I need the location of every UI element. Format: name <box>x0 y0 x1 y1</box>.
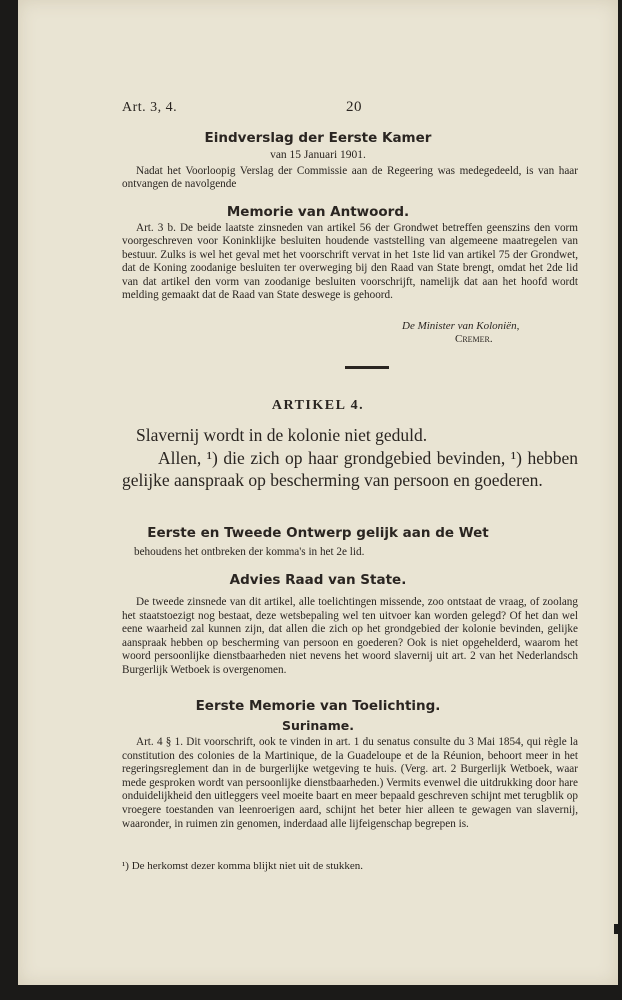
section-title-ontwerp: Eerste en Tweede Ontwerp gelijk aan de Wet <box>147 525 489 541</box>
article-text-rest: Allen, ¹) die zich op haar grondgebied bevinden, ¹) hebben gelijke aanspraak op bescherming van persoon en goederen. <box>122 448 578 490</box>
eerste-memorie-body: Art. 4 § 1. Dit voorschrift, ook te vinden in art. 1 du senatus consulte du 3 Mai 1854, qui règle la constitution des colonies de la Martinique, de la Guadeloupe et de la Réunion, behoort meer in het regeringsreglement dan in de burgerlijke wetgeving te huis. (Verg. art. 2 Burgerlijk Wetboek, waar mede gesproken wordt van persoonlijke dienstbaarheden.) Vermits evenwel die uitdrukking door hare onduidelijkheid den uitleggers veel moeite baart en meer bepaald geschreven schijnt met terugblik op vroegere toestanden van leenroerigen aard, schijnt het beter hier alleen te gewagen van slavernij, waaronder, in ruimen zin genomen, inderdaad alle lijfeigenschap begrepen is. <box>122 736 578 830</box>
scan-edge-mark <box>614 924 618 934</box>
page-number: 20 <box>346 99 362 115</box>
section-title-eindverslag: Eindverslag der Eerste Kamer <box>204 130 432 146</box>
section-date: van 15 Januari 1901. <box>270 149 366 161</box>
intro-paragraph: Nadat het Voorloopig Verslag der Commissie aan de Regeering was medegedeeld, is van haar ontvangen de navolgende <box>122 165 578 191</box>
memorie-antwoord-body: Art. 3 b. De beide laatste zinsneden van artikel 56 der Grondwet betreffen geenszins den vorm voorgeschreven voor Koninklijke besluiten houdende vaststelling van algemeene maatregelen van bestuur. Zulks is wel het geval met het voorschrift vervat in het 1ste lid van artikel 75 der Grondwet, dat de Koning zoodanige besluiten ter overweging bij den Raad van State brengt, omdat het 2de lid van dat artikel den vorm van zoodanige besluiten voorschrijft, namelijk dat aan het hoofd wordt melding gemaakt dat de Raad van State deswege is gehoord. <box>122 222 578 302</box>
section-title-eerste-memorie: Eerste Memorie van Toelichting. <box>195 698 441 714</box>
article-heading: ARTIKEL 4. <box>271 398 365 413</box>
article-reference: Art. 3, 4. <box>122 100 178 115</box>
signature-name: Cremer. <box>455 333 493 345</box>
section-title-memorie-antwoord: Memorie van Antwoord. <box>226 204 410 220</box>
section-subtitle-suriname: Suriname. <box>282 718 354 733</box>
document-page <box>18 0 618 985</box>
ontwerp-body: behoudens het ontbreken der komma's in het 2e lid. <box>134 546 365 558</box>
section-title-advies: Advies Raad van State. <box>229 572 407 588</box>
section-divider <box>345 366 389 369</box>
article-text-line1: Slavernij wordt in de kolonie niet geduld. <box>136 425 428 445</box>
advies-body: De tweede zinsnede van dit artikel, alle toelichtingen missende, zoo ontstaat de vraag, of zoolang het staatstoezigt nog bestaat, deze wetsbepaling wel ten uitvoer kan worden gelegd? Of het dan wel eene waarheid zal kunnen zijn, dat allen die zich op het grondgebied der kolonie bevinden, gelijke aanspraak hebben op bescherming van persoon en goederen? Ook is niet opgehelderd, waarom het woord persoonlijke dienstbaarheden niet nevens het woord slavernij uit art. 2 van het Nederlandsch Burgerlijk Wetboek is overgenomen. <box>122 596 578 676</box>
footnote: ¹) De herkomst dezer komma blijkt niet uit de stukken. <box>122 860 363 872</box>
signature-minister: De Minister van Koloniën, <box>402 320 520 332</box>
